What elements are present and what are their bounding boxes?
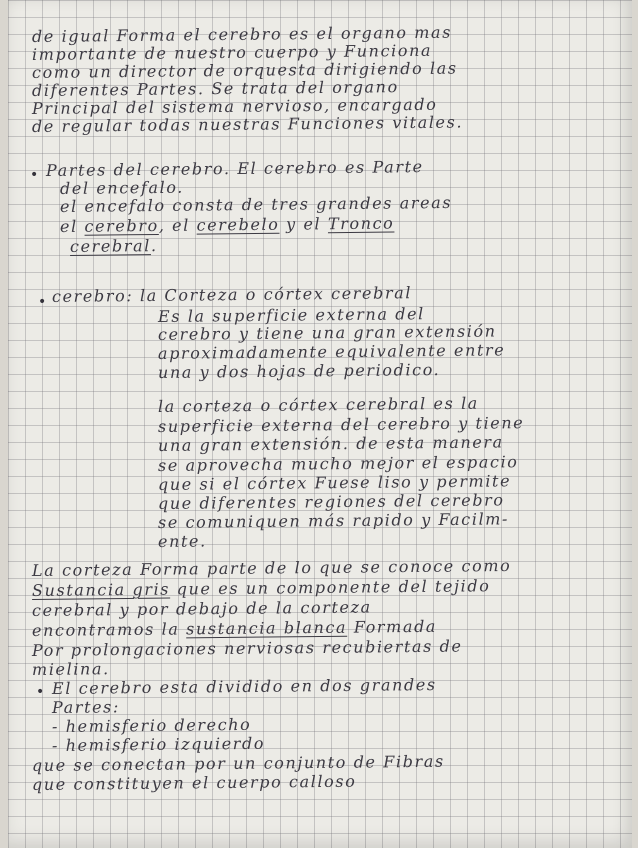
underlined-term: cerebelo (196, 214, 280, 235)
underlined-term: Sustancia gris (31, 579, 171, 600)
text-line-with-terms (32, 577, 491, 600)
text-line: una gran extensión. de esta manera (157, 432, 504, 455)
text-line: mielina. (31, 659, 110, 679)
text-line: que si el córtex Fuese liso y permite (157, 471, 512, 494)
text-line-with-terms (60, 214, 395, 236)
text-line: Partes: (51, 697, 121, 717)
text-line: el encefalo consta de tres grandes areas (59, 192, 453, 216)
text-line: como un director de orquesta dirigiendo las (31, 58, 458, 82)
text-line: cerebro y tiene una gran extensión (157, 321, 497, 344)
text-fragment: que es un componente del tejido (169, 576, 491, 599)
underlined-term: cerebral (69, 236, 151, 256)
text-fragment: y el (279, 214, 328, 234)
section-heading: cerebro: la Corteza o córtex cerebral (51, 283, 413, 306)
underlined-term: Tronco (327, 213, 395, 234)
text-fragment: el (59, 216, 85, 236)
notebook-page (8, 0, 632, 848)
text-line: importante de nuestro cuerpo y Funciona (31, 40, 433, 64)
text-line: cerebral y por debajo de la corteza (31, 597, 372, 620)
text-fragment: . (150, 236, 158, 256)
text-line: que se conectan por un conjunto de Fibras (31, 751, 445, 775)
text-fragment: Formada (347, 616, 438, 637)
text-line: La corteza Forma parte de lo que se conoce como (31, 555, 512, 580)
text-line: de regular todas nuestras Funciones vitales. (31, 112, 464, 136)
text-line: la corteza o córtex cerebral es la (157, 393, 479, 416)
text-line: aproximadamente equivalente entre (157, 340, 506, 363)
bullet-mark: • (38, 294, 47, 310)
text-line: se aprovecha mucho mejor el espacio (157, 452, 519, 475)
text-line: Por prolongaciones nerviosas recubiertas de (31, 636, 463, 660)
list-item: - hemisferio derecho (51, 714, 252, 736)
bullet-mark: • (30, 167, 39, 183)
text-fragment: , el (158, 215, 197, 235)
text-line-with-terms (70, 237, 158, 256)
text-line: que constituyen el cuerpo calloso (31, 771, 357, 794)
section-heading: Partes del cerebro. El cerebro es Parte (45, 157, 424, 180)
text-line: diferentes Partes. Se trata del organo (31, 77, 399, 100)
text-line: superficie externa del cerebro y tiene (157, 413, 525, 436)
text-line: Principal del sistema nervioso, encargado (31, 94, 438, 118)
text-line: que diferentes regiones del cerebro (157, 490, 505, 513)
text-line: ente. (157, 531, 207, 551)
list-item: - hemisferio izquierdo (51, 733, 266, 755)
underlined-term: cerebro (84, 215, 159, 236)
text-line: del encefalo. (59, 177, 185, 198)
text-line: se comuniquen más rapido y Facilm- (157, 509, 510, 532)
bullet-mark: • (36, 684, 45, 700)
section-heading: El cerebro esta dividido en dos grandes (51, 674, 437, 698)
underlined-term: sustancia blanca (186, 617, 348, 639)
text-line: de igual Forma el cerebro es el organo mas (31, 22, 453, 46)
text-line: Es la superficie externa del (157, 304, 425, 326)
text-line: una y dos hojas de periodico. (157, 360, 441, 382)
text-fragment: encontramos la (31, 619, 187, 640)
